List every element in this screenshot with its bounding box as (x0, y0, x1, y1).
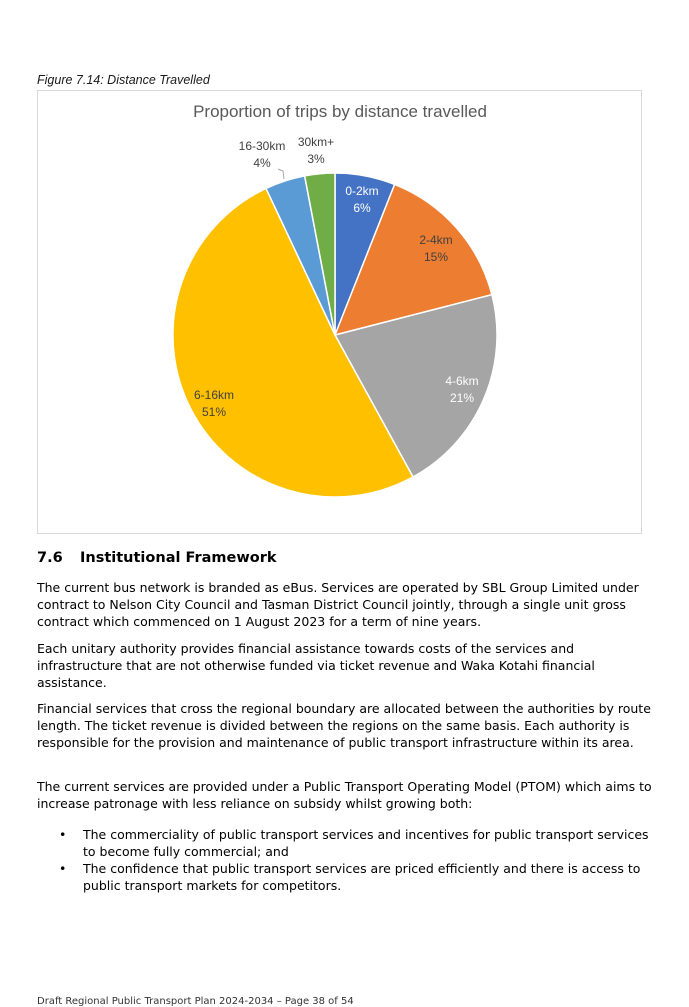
leader-line (278, 169, 284, 179)
chart-title: Proportion of trips by distance travelled (193, 102, 487, 121)
slice-label-0-2km: 0-2km 6% (345, 184, 379, 215)
paragraph-bus-network: The current bus network is branded as eBus. Services are operated by SBL Group Limited under contract to Nelson City Council and Tasman District Council jointly, through a single unit gross contract which commenced on 1 August 2023 for a term of nine years. (37, 580, 639, 629)
slice-label-30km+: 30km+ 3% (297, 135, 335, 166)
slice-label-16-30km: 16-30km 4% (238, 139, 286, 170)
slice-label-6-16km: 6-16km 51% (193, 388, 235, 419)
section-number: 7.6 (37, 550, 63, 566)
slice-label-2-4km: 2-4km 15% (419, 233, 453, 264)
bullet-list (37, 826, 662, 894)
bullet-text: The commerciality of public transport services and incentives for public transport services to become fully commercial; and (83, 827, 649, 859)
pie-chart-svg (38, 91, 643, 535)
figure-caption: Figure 7.14: Distance Travelled (37, 73, 210, 87)
section-heading (37, 550, 277, 566)
section-title: Institutional Framework (80, 550, 277, 566)
slice-label-4-6km: 4-6km 21% (445, 374, 479, 405)
pie-slices (173, 173, 497, 497)
bullet-text: The confidence that public transport services are priced efficiently and there is access to public transport markets for competitors. (83, 861, 641, 893)
list-item (37, 826, 662, 860)
page-footer: Draft Regional Public Transport Plan 2024-2034 – Page 38 of 54 (37, 996, 354, 1007)
paragraph-financial-assistance: Each unitary authority provides financial assistance towards costs of the services and infrastructure that are not otherwise funded via ticket revenue and Waka Kotahi financial assistance. (37, 641, 595, 690)
paragraph-regional-boundary: Financial services that cross the regional boundary are allocated between the authorities by route length. The ticket revenue is divided between the regions on the same basis. Each authority is responsible for the provision and maintenance of public transport infrastructure within its area. (37, 701, 651, 750)
list-item (37, 860, 662, 894)
paragraph-ptom: The current services are provided under a Public Transport Operating Model (PTOM) which aims to increase patronage with less reliance on subsidy whilst growing both: (37, 779, 652, 811)
pie-chart (37, 90, 642, 534)
bullet-icon: • (59, 827, 67, 842)
bullet-icon: • (59, 861, 67, 876)
